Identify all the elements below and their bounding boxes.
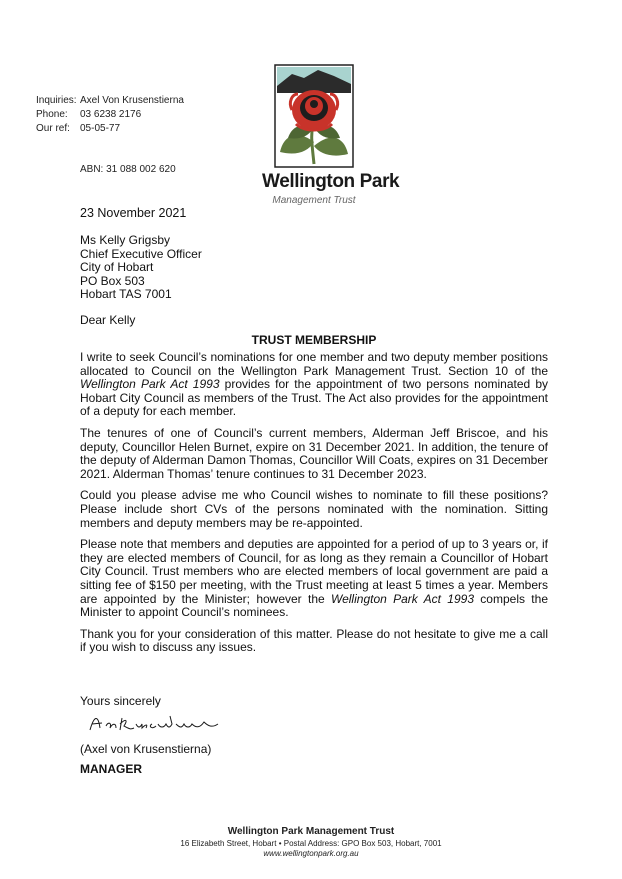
recipient-line: Ms Kelly Grigsby — [80, 233, 171, 247]
signatory-name: (Axel von Krusenstierna) — [80, 742, 212, 756]
act-title: Wellington Park Act 1993 — [80, 377, 220, 392]
reference-value: 05-05-77 — [80, 123, 121, 134]
handwritten-signature — [86, 710, 226, 736]
footer-address — [0, 838, 622, 849]
letter-footer — [0, 826, 622, 859]
reference-block — [36, 94, 184, 136]
letter-body — [80, 351, 548, 663]
recipient-line: PO Box 503 — [80, 273, 145, 288]
reference-label: Our ref: — [36, 123, 70, 134]
footer-organisation: Wellington Park Management Trust — [227, 826, 395, 837]
reference-label: Phone: — [36, 109, 68, 120]
footer-postal: Postal Address: GPO Box 503, Hobart, 7001 — [283, 839, 442, 848]
reference-row-phone — [36, 108, 184, 122]
reference-row-our-ref — [36, 122, 184, 136]
reference-value: Axel Von Krusenstierna — [80, 95, 184, 106]
body-paragraph: The tenures of one of Council’s current members, Alderman Jeff Briscoe, and his deputy, Councillor Helen Burnet, expire on 31 December 2021. In addition, the tenure of the deputy of Alderman Damon Thomas, Councillor Will Coats, expires on 31 December 2021. Alderman Thomas’ tenure continues to 31 December 2023. — [80, 425, 548, 481]
logo-name: Wellington Park — [262, 171, 400, 192]
recipient-line: Chief Executive Officer — [80, 246, 202, 261]
footer-bullet: • — [278, 839, 282, 848]
abn-number: ABN: 31 088 002 620 — [80, 164, 176, 175]
body-paragraph: I write to seek Council’s nominations for one member and two deputy member positions allocated to Council on the Wellington Park Management Trust. Section 10 of the Wellington Park Act 1993 provides for the appointment of two persons nominated by Hobart City Council as members of the Trust. The Act also provides for the appointment of a deputy for each member. — [80, 350, 548, 419]
letter-subject: TRUST MEMBERSHIP — [251, 333, 377, 347]
salutation: Dear Kelly — [80, 313, 136, 327]
logo-subtitle: Management Trust — [272, 195, 356, 206]
recipient-address — [80, 234, 202, 302]
reference-label: Inquiries: — [36, 95, 77, 106]
letter-date: 23 November 2021 — [80, 206, 187, 220]
body-paragraph: Thank you for your consideration of this matter. Please do not hesitate to give me a call if you wish to discuss any issues. — [80, 626, 548, 655]
footer-street: 16 Elizabeth Street, Hobart — [180, 839, 277, 848]
reference-value: 03 6238 2176 — [80, 109, 142, 120]
closing: Yours sincerely — [80, 694, 161, 708]
recipient-line: City of Hobart — [80, 260, 154, 274]
waratah-flower-icon — [274, 64, 354, 168]
signatory-title: MANAGER — [80, 762, 142, 776]
body-paragraph: Could you please advise me who Council wishes to nominate to fill these positions? Please include short CVs of the persons nominated with the nomination. Sitting members and deputy members may be re-appointed. — [80, 488, 548, 530]
body-paragraph: Please note that members and deputies are appointed for a period of up to 3 years or, if they are elected members of Council, for as long as they remain a Councillor of Hobart City Council. Trust members who are elected members of local government are paid a sitting fee of $150 per meeting, with the Trust meeting at least 5 times a year. Members are appointed by the Minister; however the Wellington Park Act 1993 compels the Minister to appoint Council’s nominees. — [80, 537, 548, 620]
act-title: Wellington Park Act 1993 — [330, 591, 474, 606]
footer-website[interactable]: www.wellingtonpark.org.au — [263, 849, 359, 858]
reference-row-inquiries — [36, 94, 184, 108]
recipient-line: Hobart TAS 7001 — [80, 287, 172, 301]
